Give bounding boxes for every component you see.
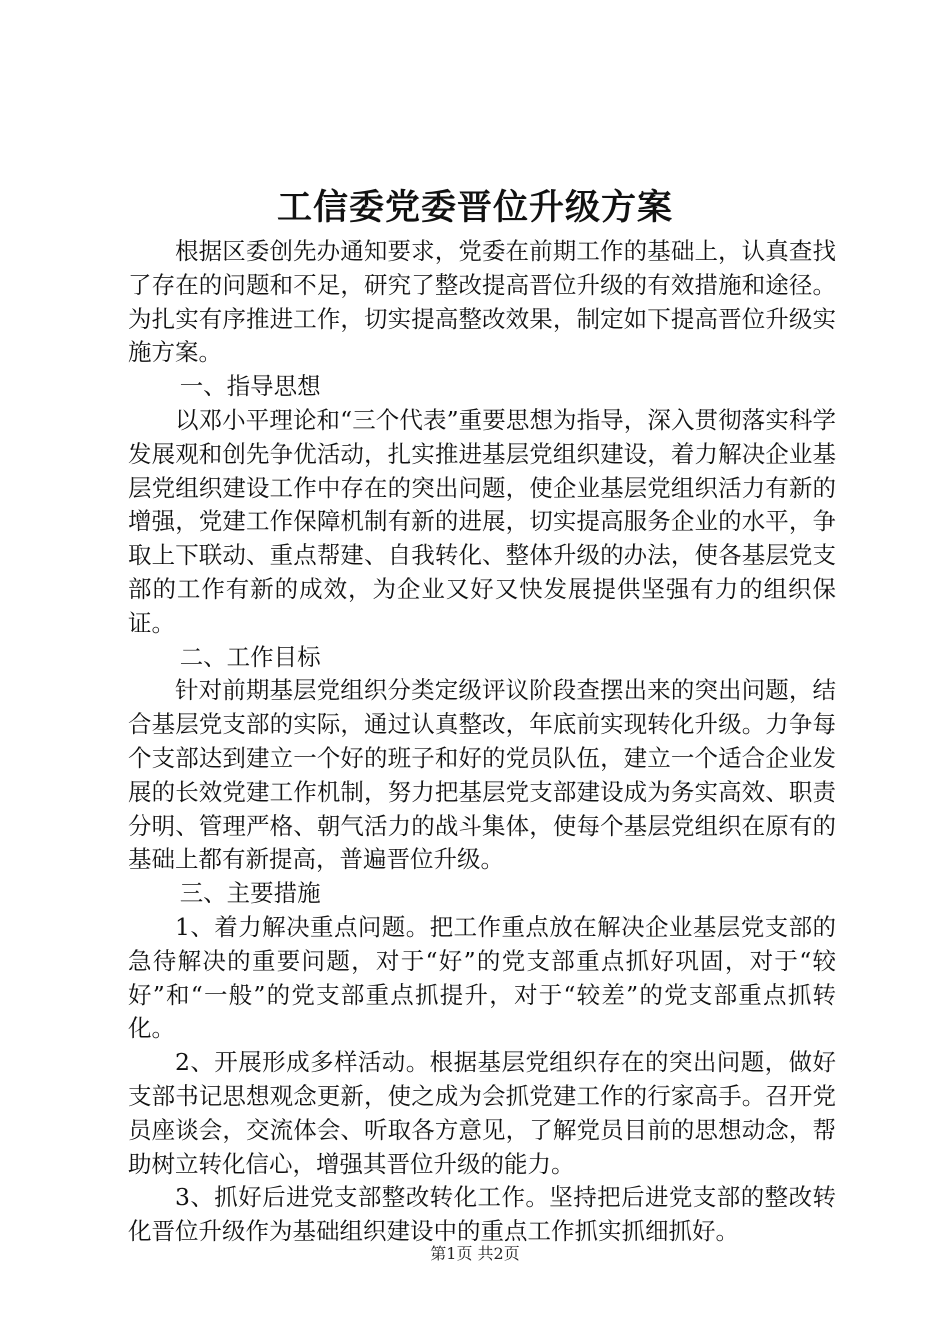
section-heading-work-goals: 二、工作目标 <box>179 642 321 671</box>
paragraph-guiding-thought: 以邓小平理论和“三个代表”重要思想为指导，深入贯彻落实科学发展观和创先争优活动，扎实推进基层党组织建设，着力解决企业基层党组织建设工作中存在的突出问题，使企业基层党组织活力有新的增强，党建工作保障机制有新的进展，切实提高服务企业的水平，争取上下联动、重点帮建、自我转化、整体升级的办法，使各基层党支部的工作有新的成效，为企业又好又快发展提供坚强有力的组织保证。 <box>128 405 836 637</box>
section-heading-main-measures: 三、主要措施 <box>179 879 321 908</box>
section-heading-guiding-thought: 一、指导思想 <box>179 372 321 401</box>
paragraph-work-goals: 针对前期基层党组织分类定级评议阶段查摆出来的突出问题，结合基层党支部的实际，通过认真整改，年底前实现转化升级。力争每个支部达到建立一个好的班子和好的党员队伍，建立一个适合企业发展的长效党建工作机制，努力把基层党支部建设成为务实高效、职责分明、管理严格、朝气活力的战斗集体，使每个基层党组织在原有的基础上都有新提高，普遍晋位升级。 <box>128 676 836 874</box>
paragraph-measure-3: 3、抓好后进党支部整改转化工作。坚持把后进党支部的整改转化晋位升级作为基础组织建设中的重点工作抓实抓细抓好。 <box>128 1183 836 1246</box>
page-footer: 第1页 共2页 <box>430 1244 520 1263</box>
document-title: 工信委党委晋位升级方案 <box>276 187 673 228</box>
paragraph-intro: 根据区委创先办通知要求，党委在前期工作的基础上，认真查找了存在的问题和不足，研究了整改提高晋位升级的有效措施和途径。为扎实有序推进工作，切实提高整改效果，制定如下提高晋位升级实施方案。 <box>128 237 836 367</box>
paragraph-measure-2: 2、开展形成多样活动。根据基层党组织存在的突出问题，做好支部书记思想观念更新，使之成为会抓党建工作的行家高手。召开党员座谈会，交流体会、听取各方意见，了解党员目前的思想动念，帮助树立转化信心，增强其晋位升级的能力。 <box>128 1048 836 1178</box>
document-body <box>128 235 836 1249</box>
paragraph-measure-1: 1、着力解决重点问题。把工作重点放在解决企业基层党支部的急待解决的重要问题，对于“好”的党支部重点抓好巩固，对于“较好”和“一般”的党支部重点抓提升，对于“较差”的党支部重点抓转化。 <box>128 912 836 1043</box>
